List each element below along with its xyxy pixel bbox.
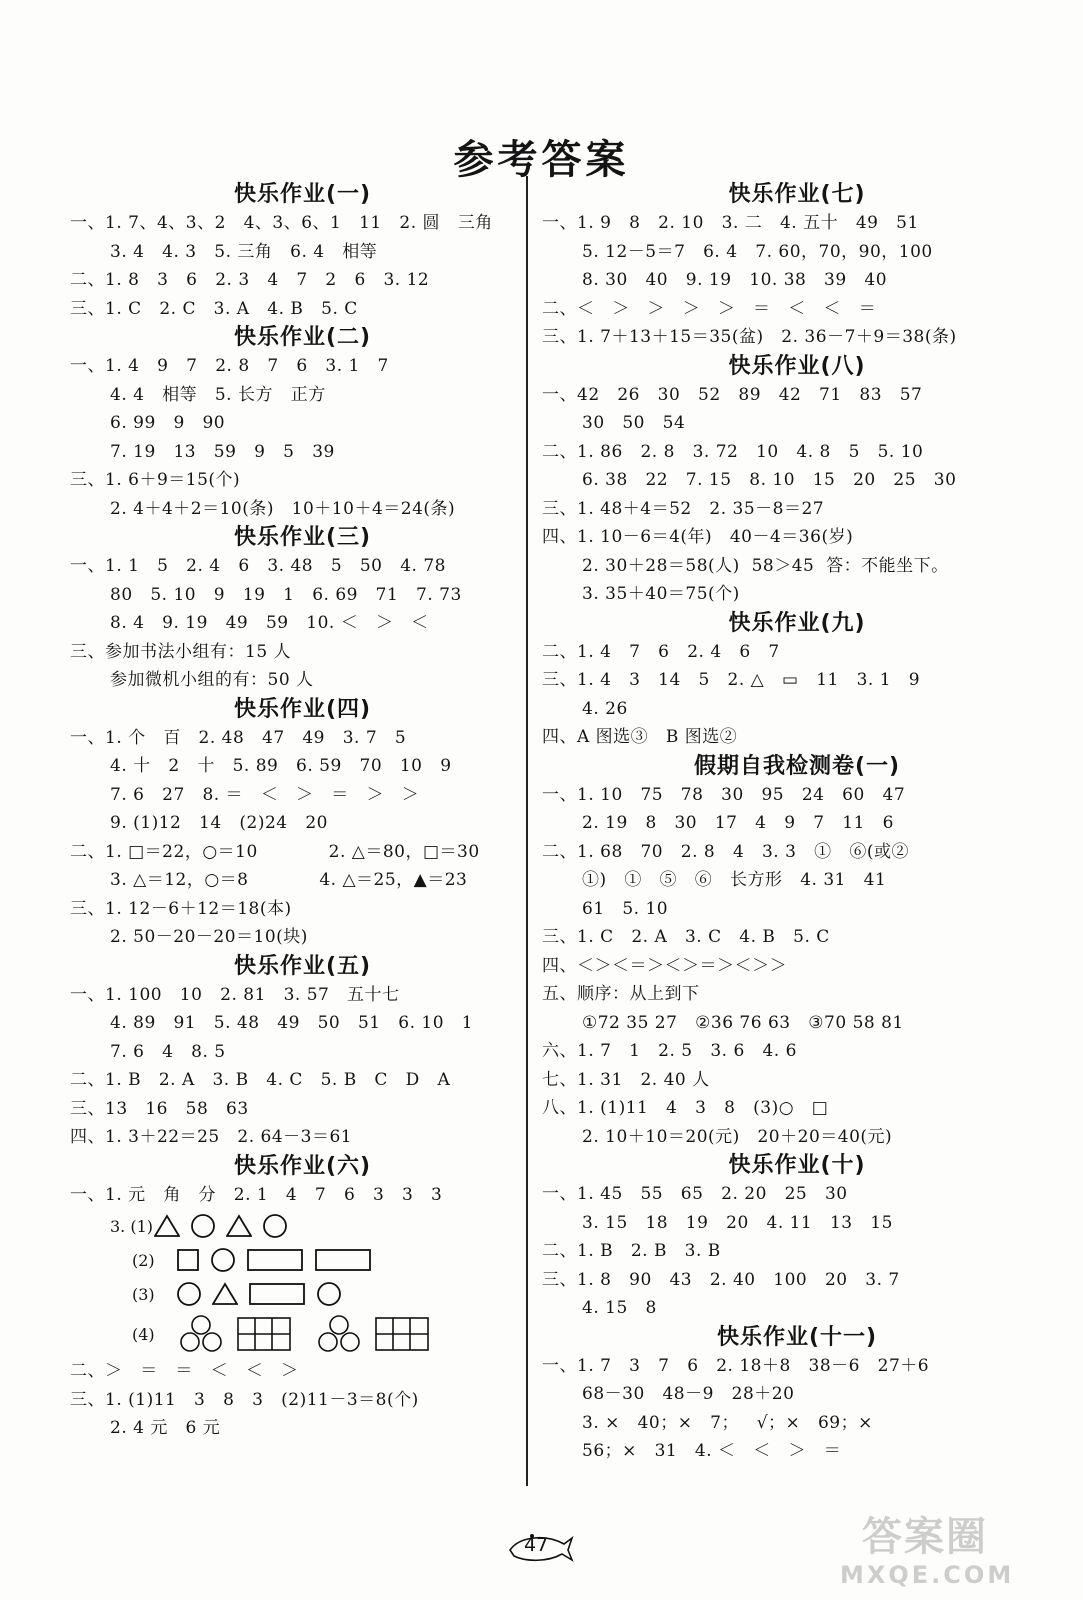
answer-line: 三、1. 48＋4＝52 2. 35－8＝27: [542, 498, 825, 519]
answer-line: 3. × 40；× 7； √；× 69；×: [582, 1412, 873, 1433]
answer-line: 6. 38 22 7. 15 8. 10 15 20 25 30: [582, 470, 957, 490]
triangle-icon: [226, 1214, 252, 1238]
three-circles-icon: [314, 1314, 364, 1354]
section-heading: 快乐作业(六): [233, 1153, 372, 1179]
answer-line: 2. 4 元 6 元: [110, 1418, 221, 1438]
answer-line: 四、＜＞＜＝＞＜＞＝＞＜＞＞: [542, 955, 787, 976]
column-divider: [526, 176, 528, 1486]
answer-line: 三、1. 12－6＋12＝18(本): [70, 898, 292, 919]
shape-answer-row-3: [70, 1277, 515, 1311]
answer-line: 三、1. 8 90 43 2. 40 100 20 3. 7: [542, 1269, 900, 1290]
answer-line: 参加微机小组的有：50 人: [110, 670, 314, 690]
answer-line: 一、1. 7、4、3、2 4、3、6、1 11 2. 圆 三角: [70, 213, 493, 233]
answer-line: 4. 4 相等 5. 长方 正方: [110, 384, 326, 405]
section-heading: 快乐作业(十一): [716, 1324, 878, 1350]
answer-line: 3. △＝12，○＝8 4. △＝25，▲＝23: [110, 870, 468, 890]
answer-line: 一、1. 7 3 7 6 2. 18＋8 38－6 27＋6: [542, 1355, 930, 1376]
answer-line: 3. 35＋40＝75(个): [582, 584, 740, 604]
answer-line: 一、1. 45 55 65 2. 20 25 30: [542, 1184, 848, 1204]
answer-line: 二、＞ ＝ ＝ ＜ ＜ ＞: [70, 1361, 299, 1381]
answer-line: 一、1. 个 百 2. 48 47 49 3. 7 5: [70, 727, 407, 748]
answer-line: 8. 30 40 9. 19 10. 38 39 40: [582, 270, 888, 290]
answer-line: 一、1. 100 10 2. 81 3. 57 五十七: [70, 984, 400, 1005]
answer-line: 二、1. 68 70 2. 8 4 3. 3 ① ⑥(或②: [542, 841, 909, 862]
answer-line: 一、1. 10 75 78 30 95 24 60 47: [542, 784, 906, 805]
answer-line: 7. 6 4 8. 5: [110, 1041, 226, 1062]
watermark-url: MXQE.COM: [840, 1561, 1015, 1589]
answer-line: 二、＜ ＞ ＞ ＞ ＞ ＝ ＜ ＜ ＝: [542, 298, 877, 319]
section-heading: 快乐作业(八): [728, 353, 866, 379]
answer-line: 80 5. 10 9 19 1 6. 69 71 7. 73: [110, 584, 462, 605]
answer-line: 二、1. 86 2. 8 3. 72 10 4. 8 5 5. 10: [542, 441, 924, 462]
rectangle-icon: [246, 1248, 304, 1272]
answer-line: ①) ① ⑤ ⑥ 长方形 4. 31 41: [582, 870, 887, 890]
grid-squares-icon: [236, 1314, 292, 1354]
answer-line: 3. 15 18 19 20 4. 11 13 15: [582, 1212, 893, 1233]
answer-line: 一、1. 4 9 7 2. 8 7 6 3. 1 7: [70, 356, 389, 376]
answer-line: 四、A 图选③ B 图选②: [542, 727, 738, 747]
answer-line: 6. 99 9 90: [110, 413, 226, 433]
answer-line: 2. 4＋4＋2＝10(条) 10＋10＋4＝24(条): [110, 498, 456, 519]
answer-line: ①72 35 27 ②36 76 63 ③70 58 81: [582, 1012, 904, 1033]
answer-line: 三、1. 6＋9＝15(个): [70, 470, 241, 490]
triangle-icon: [154, 1214, 180, 1238]
answer-line: 三、参加书法小组有：15 人: [70, 641, 292, 662]
answer-line: 二、1. B 2. A 3. B 4. C 5. B C D A: [70, 1070, 451, 1090]
answer-line: 三、1. C 2. C 3. A 4. B 5. C: [70, 298, 358, 319]
section-heading: 快乐作业(一): [233, 182, 372, 207]
answer-line: 5. 12－5＝7 6. 4 7. 60，70，90，100: [582, 241, 933, 262]
page-title: 参考答案: [453, 137, 630, 183]
answer-line: 8. 4 9. 19 49 59 10. ＜ ＞ ＜: [110, 613, 429, 633]
answer-line: 一、1. 9 8 2. 10 3. 二 4. 五十 49 51: [542, 213, 919, 233]
square-icon: [176, 1248, 200, 1272]
shape-answer-row-4: [70, 1311, 515, 1357]
answer-line: 三、1. 4 3 14 5 2. △ ▭ 11 3. 1 9: [542, 670, 921, 690]
left-column: [70, 180, 515, 1443]
grid-squares-icon: [374, 1314, 430, 1354]
page-number: [510, 1528, 570, 1564]
answer-line: 7. 6 27 8. ＝ ＜ ＞ ＝ ＞ ＞: [110, 784, 420, 805]
answer-line: 2. 19 8 30 17 4 9 7 11 6: [582, 813, 894, 833]
answer-line: 四、1. 3＋22＝25 2. 64－3＝61: [70, 1127, 353, 1147]
answer-line: 3. 4 4. 3 5. 三角 6. 4 相等: [110, 241, 378, 262]
answer-line: 一、1. 1 5 2. 4 6 3. 48 5 50 4. 78: [70, 556, 446, 576]
watermark-logo-text: 答案圈: [862, 1514, 988, 1560]
shape-row-label: 3. (1): [110, 1216, 154, 1236]
answer-line: 4. 26: [582, 698, 628, 719]
answer-line: 二、1. B 2. B 3. B: [542, 1241, 721, 1261]
answer-line: 30 50 54: [582, 413, 686, 433]
right-column: [542, 180, 1012, 1466]
shape-row-label: (3): [132, 1284, 155, 1304]
answer-line: 七、1. 31 2. 40 人: [542, 1069, 710, 1090]
circle-icon: [210, 1247, 236, 1273]
section-heading: 快乐作业(二): [233, 325, 372, 350]
answer-line: 二、1. □＝22，○＝10 2. △＝80，□＝30: [70, 841, 480, 862]
section-heading: 快乐作业(三): [233, 525, 372, 550]
answer-line: 2. 10＋10＝20(元) 20＋20＝40(元): [582, 1126, 893, 1147]
answer-line: 三、13 16 58 63: [70, 1098, 249, 1119]
answer-line: 二、1. 4 7 6 2. 4 6 7: [542, 641, 780, 662]
shape-row-label: (2): [132, 1250, 155, 1270]
answer-line: 2. 50－20－20＝10(块): [110, 927, 308, 947]
answer-line: 4. 15 8: [582, 1298, 657, 1318]
rectangle-icon: [248, 1282, 306, 1306]
section-heading: 快乐作业(四): [233, 696, 372, 722]
shape-answer-row-1: [70, 1209, 515, 1243]
circle-icon: [262, 1213, 288, 1239]
circle-icon: [316, 1281, 342, 1307]
answer-line: 五、顺序：从上到下: [542, 984, 700, 1004]
answer-line: 三、1. (1)11 3 8 3 (2)11－3＝8(个): [70, 1389, 419, 1410]
shape-row-label: (4): [132, 1324, 155, 1344]
answer-line: 一、1. 元 角 分 2. 1 4 7 6 3 3 3: [70, 1184, 443, 1205]
section-heading: 假期自我检测卷(一): [693, 753, 901, 779]
answer-line: 9. (1)12 14 (2)24 20: [110, 813, 328, 833]
answer-line: 一、42 26 30 52 89 42 71 83 57: [542, 384, 923, 405]
triangle-icon: [212, 1282, 238, 1306]
shape-answer-row-2: [70, 1243, 515, 1277]
answer-line: 2. 30＋28＝58(人) 58＞45 答：不能坐下。: [582, 555, 949, 576]
answer-line: 二、1. 8 3 6 2. 3 4 7 2 6 3. 12: [70, 270, 430, 290]
circle-icon: [176, 1281, 202, 1307]
page-number-text: 47: [524, 1534, 549, 1556]
answer-line: 7. 19 13 59 9 5 39: [110, 441, 335, 462]
answer-line: 61 5. 10: [582, 898, 669, 919]
answer-line: 八、1. (1)11 4 3 8 (3)○ □: [542, 1098, 829, 1118]
answer-line: 4. 十 2 十 5. 89 6. 59 70 10 9: [110, 756, 452, 776]
answer-line: 三、1. C 2. A 3. C 4. B 5. C: [542, 927, 830, 947]
answer-line: 三、1. 7＋13＋15＝35(盆) 2. 36－7＋9＝38(条): [542, 327, 957, 347]
section-heading: 快乐作业(十): [728, 1153, 866, 1178]
watermark: [840, 1505, 1070, 1595]
answer-line: 68－30 48－9 28＋20: [582, 1384, 795, 1404]
section-heading: 快乐作业(七): [728, 182, 866, 207]
rectangle-icon: [314, 1248, 372, 1272]
section-heading: 快乐作业(五): [233, 953, 372, 979]
section-heading: 快乐作业(九): [728, 610, 866, 636]
answer-line: 六、1. 7 1 2. 5 3. 6 4. 6: [542, 1041, 797, 1061]
circle-icon: [190, 1213, 216, 1239]
answer-line: 56；× 31 4. ＜ ＜ ＞ ＝: [582, 1441, 842, 1461]
answer-line: 4. 89 91 5. 48 49 50 51 6. 10 1: [110, 1013, 474, 1033]
answer-line: 四、1. 10－6＝4(年) 40－4＝36(岁): [542, 527, 854, 547]
three-circles-icon: [176, 1314, 226, 1354]
